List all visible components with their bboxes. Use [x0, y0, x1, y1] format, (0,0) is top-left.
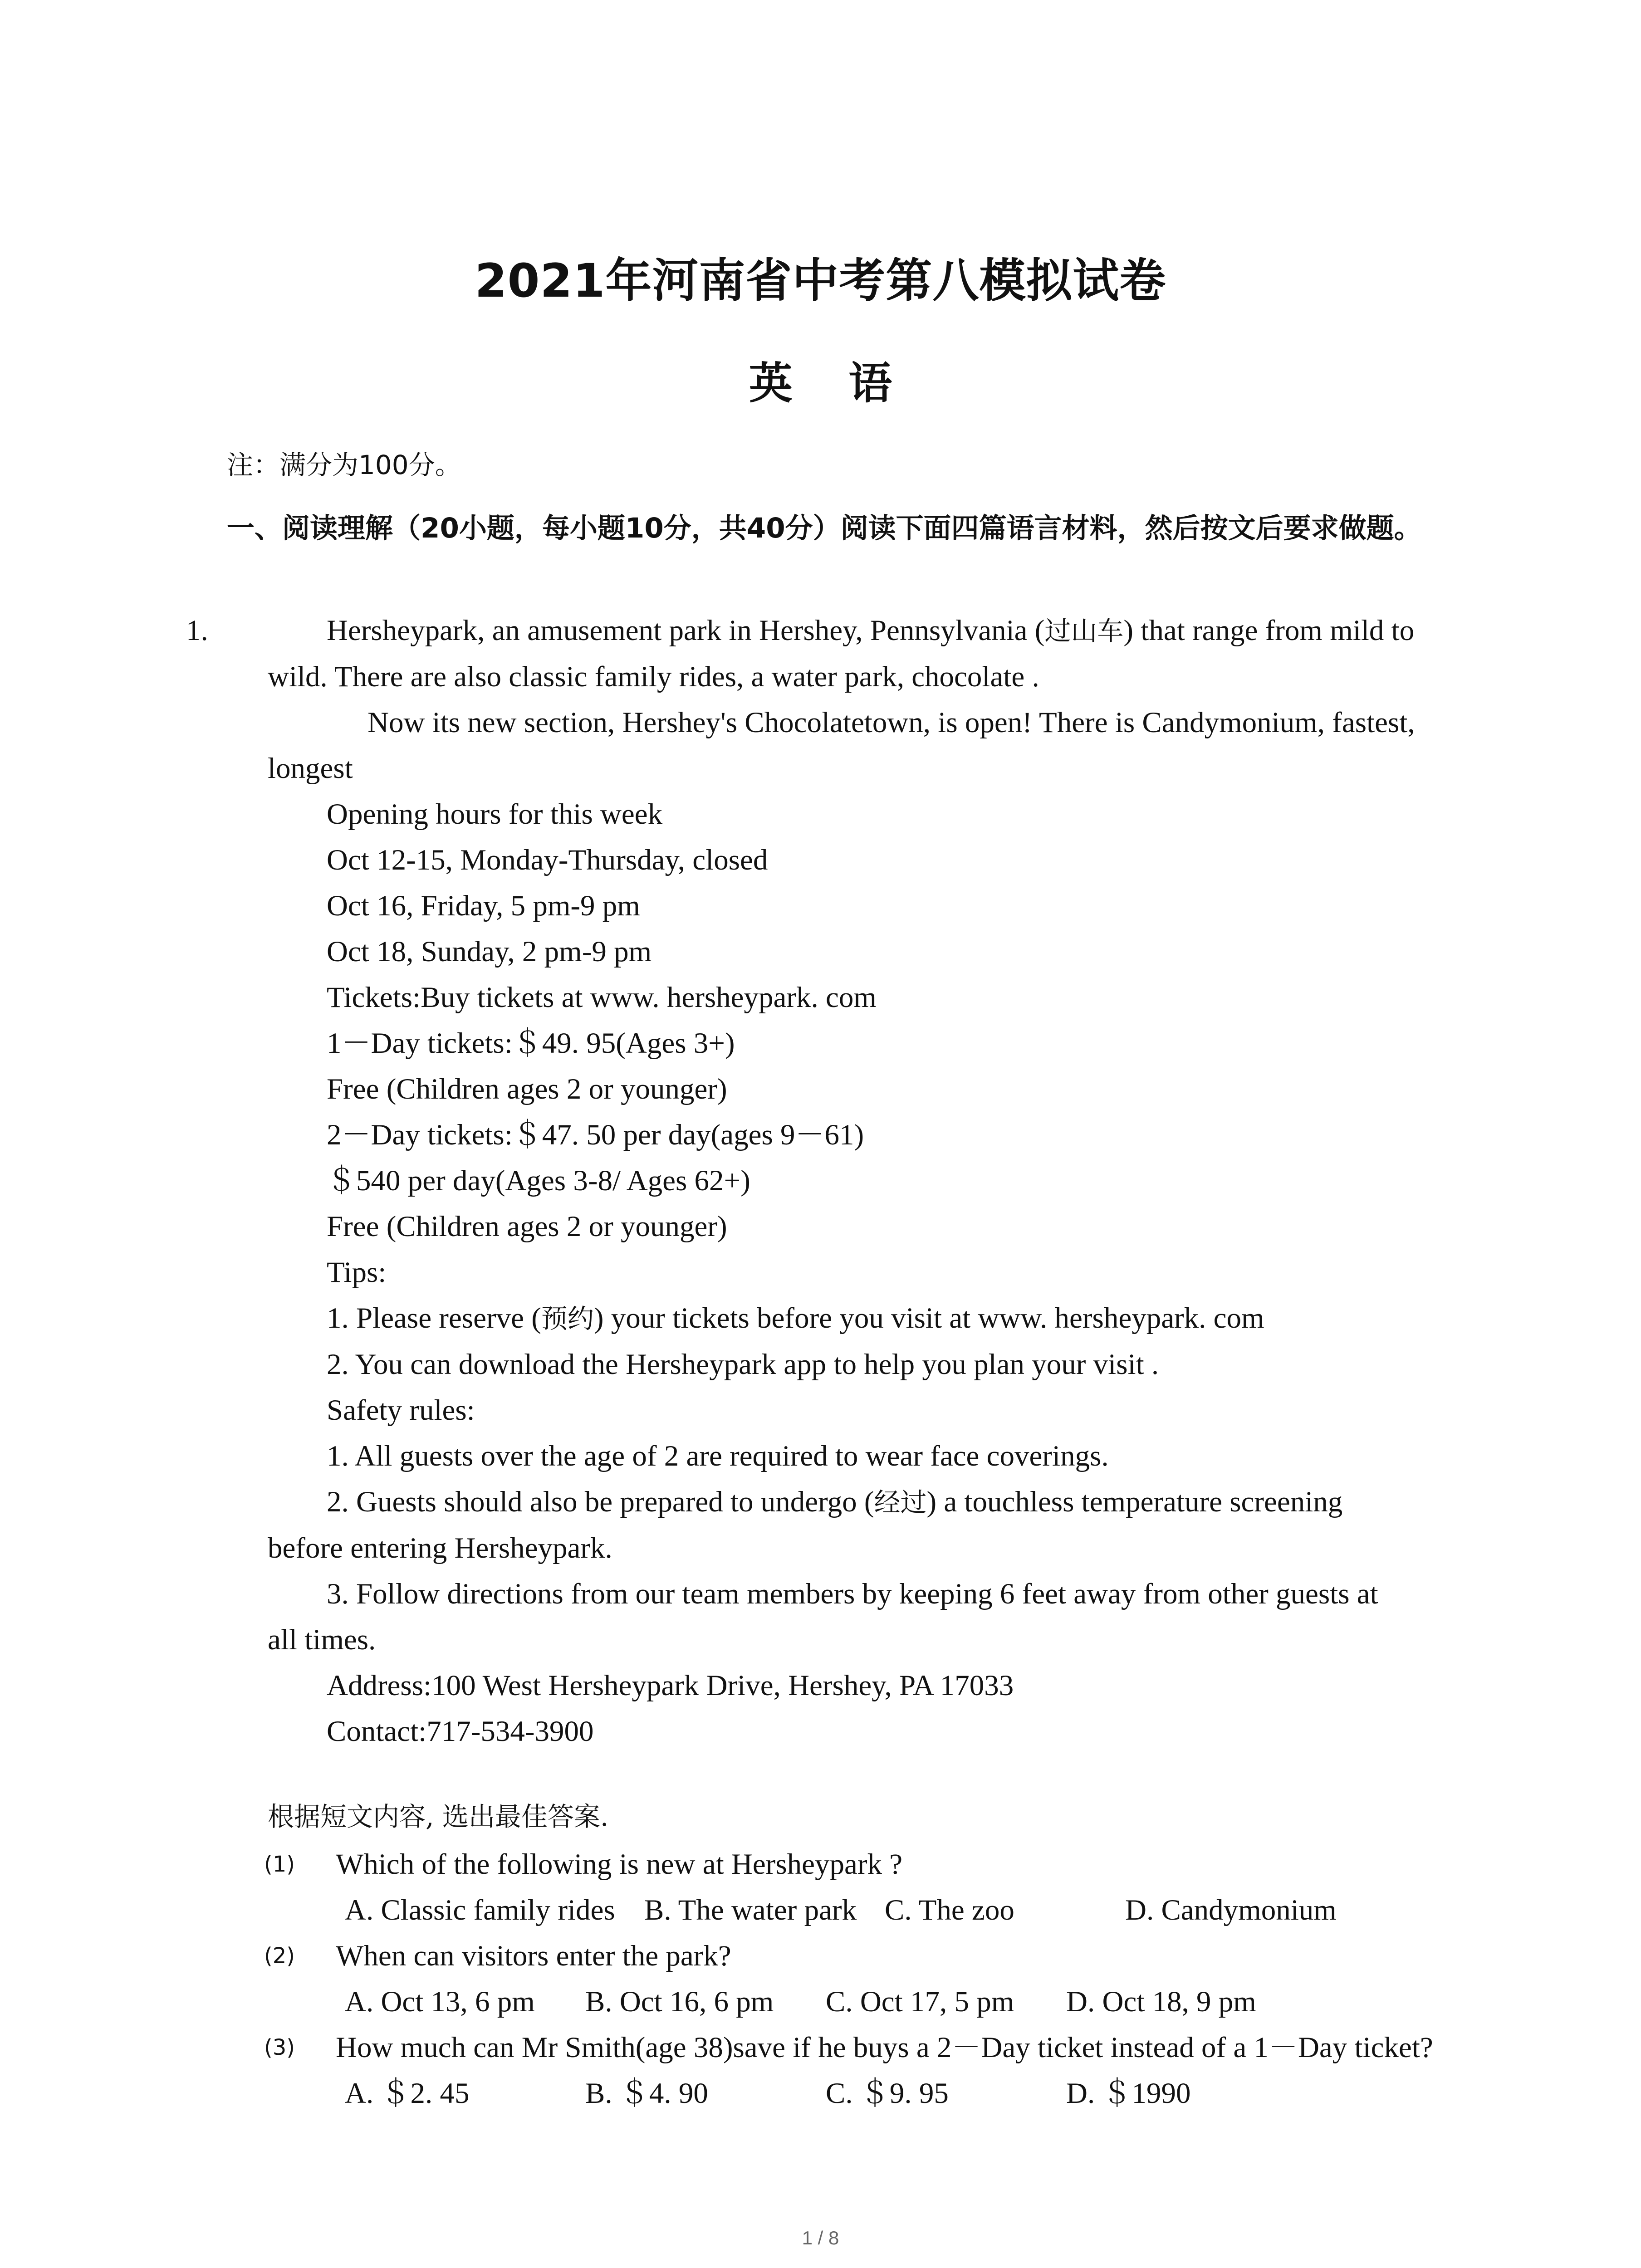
- answer-options: [254, 1887, 1479, 1933]
- contact-line: Contact:717-534-3900: [327, 1715, 594, 1748]
- answer-option: B. Oct 16, 6 pm: [585, 1985, 774, 2018]
- tips-title: Tips:: [327, 1256, 387, 1289]
- intro-gloss: 过山车: [1044, 616, 1124, 646]
- answer-option: B. ＄4. 90: [585, 2077, 708, 2110]
- score-note: 注：满分为100分。: [227, 450, 461, 480]
- answer-option: B. The water park: [644, 1894, 857, 1926]
- ticket-price-line: 2－Day tickets:＄47. 50 per day(ages 9－61): [327, 1119, 864, 1151]
- passage-intro: [186, 608, 1479, 700]
- safety-rules-title: Safety rules:: [327, 1394, 475, 1427]
- question-number: (3): [264, 2035, 295, 2060]
- section-heading: 一、阅读理解（20小题，每小题10分，共40分）阅读下面四篇语言材料，然后按文后要求做题。: [227, 512, 1422, 544]
- hours-line: Oct 16, Friday, 5 pm-9 pm: [327, 890, 640, 922]
- safety-rule: 3. Follow directions from our team members by keeping 6 feet away from other guests at: [327, 1578, 1378, 1610]
- safety-rule: [227, 1479, 1479, 1525]
- hours-line: Oct 18, Sunday, 2 pm-9 pm: [327, 935, 652, 968]
- question-number: (1): [264, 1852, 295, 1877]
- answer-option: C. ＄9. 95: [826, 2077, 949, 2110]
- safety-rule-continued: before entering Hersheypark.: [268, 1532, 612, 1564]
- question-instruction: 根据短文内容, 选出最佳答案.: [268, 1801, 609, 1832]
- answer-option: C. The zoo: [885, 1894, 1014, 1926]
- question-item: [254, 2025, 1479, 2071]
- answer-options: [254, 1979, 1479, 2025]
- question-item: [254, 1842, 1479, 1887]
- tip1-text-b: ) your tickets before you visit at www. hersheypark. com: [593, 1302, 1264, 1334]
- new-section-paragraph: Now its new section, Hershey's Chocolatetown, is open! There is Candymonium, fastest, longest: [268, 706, 1415, 785]
- ticket-price-line: ＄540 per day(Ages 3-8/ Ages 62+): [327, 1164, 750, 1197]
- answer-option: D. ＄1990: [1066, 2077, 1191, 2110]
- ticket-price-line: Free (Children ages 2 or younger): [327, 1073, 727, 1105]
- question-item: [254, 1933, 1479, 1979]
- answer-option: A. Oct 13, 6 pm: [345, 1985, 535, 2018]
- safety-rule-continued: all times.: [268, 1623, 376, 1656]
- intro-text-b: ) that range from mild to wild. There are also classic family rides, a water park, chocolate .: [268, 614, 1415, 693]
- answer-options: [254, 2071, 1479, 2116]
- safety-rule: 1. All guests over the age of 2 are required to wear face coverings.: [327, 1440, 1109, 1472]
- answer-option: D. Oct 18, 9 pm: [1066, 1985, 1256, 2018]
- ticket-price-line: 1－Day tickets:＄49. 95(Ages 3+): [327, 1027, 735, 1060]
- address-line: Address:100 West Hersheypark Drive, Hershey, PA 17033: [327, 1669, 1014, 1702]
- question-number: (2): [264, 1943, 295, 1969]
- tickets-line: Tickets:Buy tickets at www. hersheypark. com: [327, 981, 877, 1014]
- question-list: [254, 1842, 1479, 2116]
- rule2-text-b: ) a touchless temperature screening: [926, 1486, 1343, 1518]
- tip1-text-a: 1. Please reserve (: [327, 1302, 541, 1334]
- answer-option: C. Oct 17, 5 pm: [826, 1985, 1014, 2018]
- question-text: Which of the following is new at Hersheypark ?: [336, 1848, 903, 1881]
- passage-number: 1.: [186, 614, 208, 647]
- ticket-price-line: Free (Children ages 2 or younger): [327, 1210, 727, 1243]
- tip-item: [227, 1295, 1479, 1342]
- answer-option: A. Classic family rides: [345, 1894, 615, 1926]
- page-indicator: 1 / 8: [802, 2227, 839, 2248]
- reading-passage: [186, 608, 1479, 1755]
- intro-text-a: Hersheypark, an amusement park in Hershey, Pennsylvania (: [327, 614, 1045, 647]
- exam-title: 2021年河南省中考第八模拟试卷: [475, 254, 1166, 308]
- opening-hours-title: Opening hours for this week: [327, 798, 663, 831]
- rule2-text-a: 2. Guests should also be prepared to undergo (: [327, 1486, 874, 1518]
- subject-title: 英 语: [749, 358, 892, 409]
- tip-item: 2. You can download the Hersheypark app to help you plan your visit .: [327, 1348, 1159, 1381]
- answer-option: A. ＄2. 45: [345, 2077, 470, 2110]
- hours-line: Oct 12-15, Monday-Thursday, closed: [327, 844, 768, 876]
- rule2-gloss: 经过: [874, 1487, 927, 1518]
- answer-option: D. Candymonium: [1125, 1894, 1337, 1926]
- tip1-gloss: 预约: [541, 1303, 594, 1334]
- question-text: How much can Mr Smith(age 38)save if he buys a 2－Day ticket instead of a 1－Day ticket?: [336, 2031, 1433, 2064]
- question-text: When can visitors enter the park?: [336, 1940, 731, 1972]
